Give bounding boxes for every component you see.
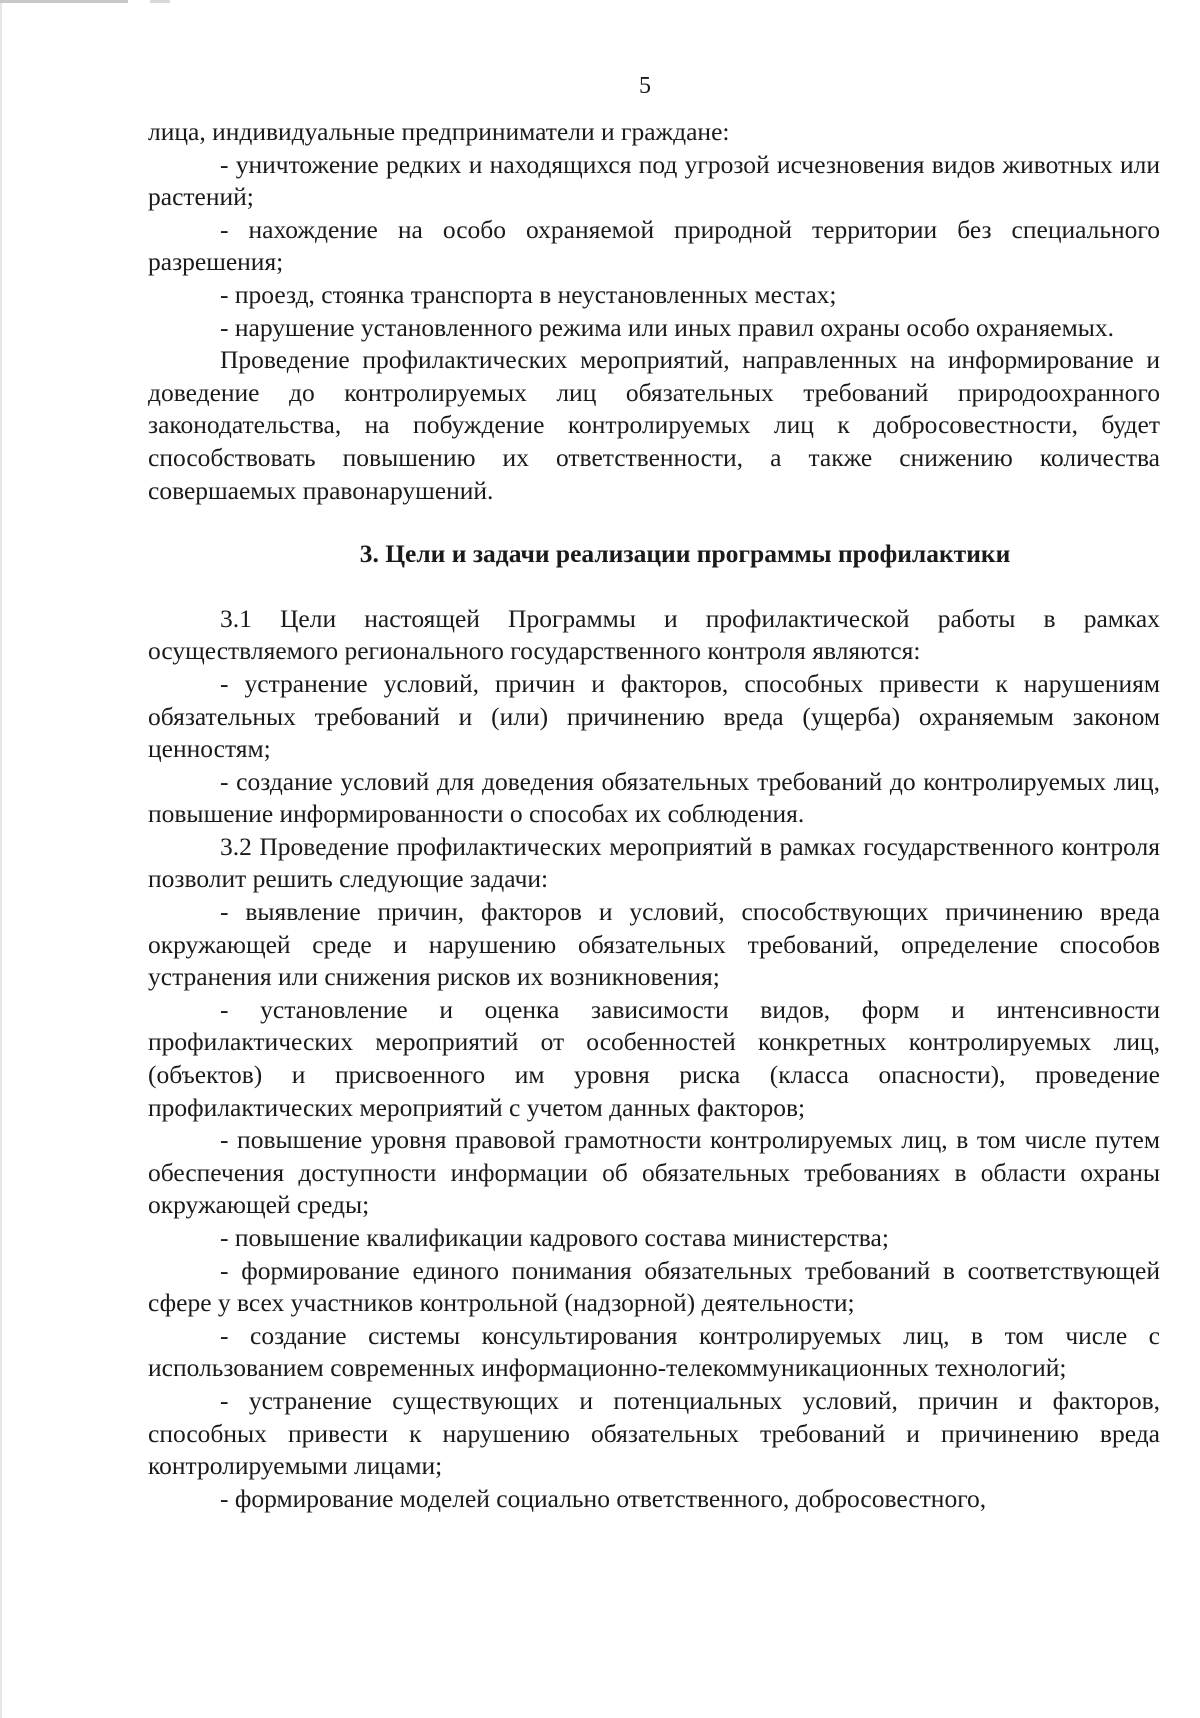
paragraph: - выявление причин, факторов и условий, способствующих причинению вреда окружающей среде и нарушению обязательных требований, определение способов устранения или снижения рисков их возникновения; [148, 897, 1160, 992]
paragraph: - формирование единого понимания обязательных требований в соответствующей сфере у всех участников контрольной (надзорной) деятельности; [148, 1255, 1160, 1318]
paragraph: - формирование моделей социально ответственного, добросовестного, [220, 1483, 987, 1513]
paragraphs-after-heading [148, 603, 1160, 1516]
paragraph: - повышение квалификации кадрового состава министерства; [220, 1223, 889, 1252]
scan-artifact [150, 0, 170, 3]
paragraph: - проезд, стоянка транспорта в неустановленных местах; [220, 279, 837, 309]
paragraph: 3.2 Проведение профилактических мероприятий в рамках государственного контроля позволит решить следующие задачи: [148, 831, 1160, 894]
page-number: 5 [639, 73, 651, 99]
paragraph: - уничтожение редких и находящихся под угрозой исчезновения видов животных или растений; [148, 149, 1160, 212]
scan-artifact [0, 0, 128, 3]
paragraph: Проведение профилактических мероприятий, направленных на информирование и доведение до контролируемых лиц обязательных требований природоохранного законодательства, на побуждение контролируемых лиц к добросовестности, будет способствовать повышению их ответственности, а также снижению количества совершаемых правонарушений. [148, 345, 1160, 505]
paragraph: 3.1 Цели настоящей Программы и профилактической работы в рамках осуществляемого регионального государственного контроля являются: [148, 603, 1160, 666]
document-body [148, 116, 1160, 1515]
paragraph: - устранение существующих и потенциальных условий, причин и факторов, способных привести к нарушению обязательных требований и причинению вреда контролируемыми лицами; [148, 1385, 1160, 1481]
section-heading: 3. Цели и задачи реализации программы профилактики [359, 539, 1011, 569]
paragraph: - нахождение на особо охраняемой природной территории без специального разрешения; [148, 214, 1160, 277]
paragraph: - создание условий для доведения обязательных требований до контролируемых лиц, повышение информированности о способах их соблюдения. [148, 766, 1160, 829]
paragraph: - установление и оценка зависимости видов, форм и интенсивности профилактических мероприятий от особенностей конкретных контролируемых лиц, (объектов) и присвоенного им уровня риска (класса опасности), проведение профилактических мероприятий с учетом данных факторов; [148, 994, 1160, 1122]
paragraph: - повышение уровня правовой грамотности контролируемых лиц, в том числе путем обеспечения доступности информации об обязательных требованиях в области охраны окружающей среды; [148, 1125, 1160, 1220]
paragraph: - нарушение установленного режима или иных правил охраны особо охраняемых. [220, 312, 1115, 342]
paragraph: лица, индивидуальные предприниматели и граждане: [148, 117, 730, 146]
paragraph: - устранение условий, причин и факторов, способных привести к нарушениям обязательных требований и (или) причинению вреда (ущерба) охраняемым законом ценностям; [148, 668, 1160, 764]
scan-edge [0, 0, 2, 1718]
paragraphs-before-heading [148, 116, 1160, 507]
paragraph: - создание системы консультирования контролируемых лиц, в том числе с использованием современных информационно-телекоммуникационных технологий; [148, 1320, 1160, 1383]
